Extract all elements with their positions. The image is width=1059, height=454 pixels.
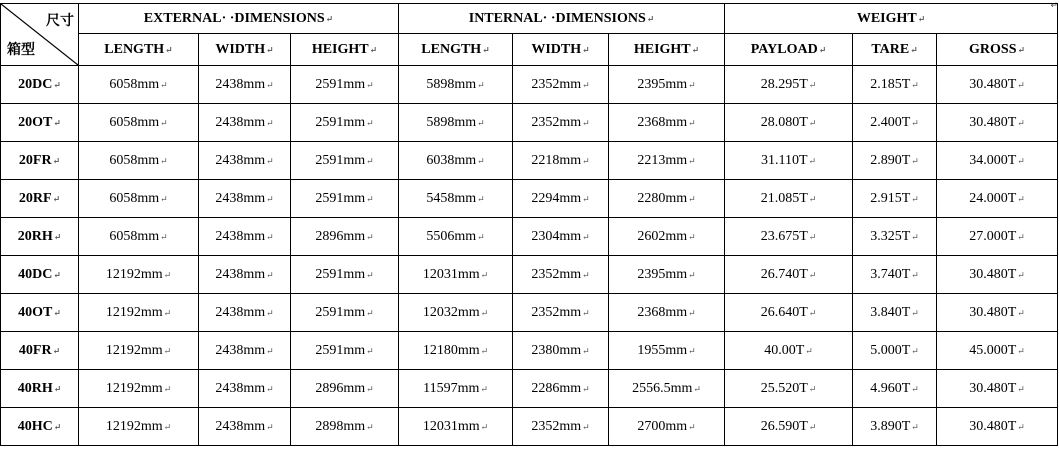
- cell-ext-width: 2438mm ↵: [199, 66, 291, 104]
- cell-int-width: 2304mm ↵: [513, 218, 609, 256]
- cell-ext-width: 2438mm ↵: [199, 104, 291, 142]
- table-row: [1, 66, 1058, 104]
- cell-int-width: 2286mm ↵: [513, 370, 609, 408]
- cell-gross: 30.480T ↵: [937, 408, 1058, 446]
- cell-int-length: 5898mm ↵: [399, 66, 513, 104]
- cell-int-height: 1955mm ↵: [609, 332, 725, 370]
- cell-payload: 26.640T ↵: [725, 294, 853, 332]
- cell-int-length: 12032mm ↵: [399, 294, 513, 332]
- cell-tare: 2.890T ↵: [853, 142, 937, 180]
- cell-tare: 2.400T ↵: [853, 104, 937, 142]
- cell-ext-width: 2438mm ↵: [199, 370, 291, 408]
- group-header-external: EXTERNAL· ·DIMENSIONS ↵: [79, 4, 399, 34]
- col-header-gross: GROSS ↵: [937, 34, 1058, 66]
- cell-type: 20DC ↵: [1, 66, 79, 104]
- corner-label-type: 箱型: [7, 42, 35, 58]
- table-row: [1, 180, 1058, 218]
- cell-tare: 3.740T ↵: [853, 256, 937, 294]
- cell-tare: 5.000T ↵: [853, 332, 937, 370]
- cell-type: 40FR ↵: [1, 332, 79, 370]
- cell-type: 40RH ↵: [1, 370, 79, 408]
- cell-gross: 34.000T ↵: [937, 142, 1058, 180]
- cell-ext-height: 2591mm ↵: [291, 256, 399, 294]
- cell-int-height: 2368mm ↵: [609, 104, 725, 142]
- cell-ext-length: 12192mm ↵: [79, 294, 199, 332]
- table-row: [1, 256, 1058, 294]
- col-header-ext-width: WIDTH ↵: [199, 34, 291, 66]
- cell-payload: 40.00T ↵: [725, 332, 853, 370]
- cell-ext-length: 12192mm ↵: [79, 408, 199, 446]
- header-row-groups: [1, 4, 1058, 34]
- header-row-columns: [1, 34, 1058, 66]
- cell-ext-width: 2438mm ↵: [199, 142, 291, 180]
- cell-payload: 26.590T ↵: [725, 408, 853, 446]
- cell-ext-width: 2438mm ↵: [199, 294, 291, 332]
- cell-ext-height: 2896mm ↵: [291, 370, 399, 408]
- cell-gross: 24.000T ↵: [937, 180, 1058, 218]
- cell-int-height: 2395mm ↵: [609, 66, 725, 104]
- cell-int-width: 2352mm ↵: [513, 294, 609, 332]
- corner-cell: [1, 4, 79, 66]
- col-header-int-length: LENGTH ↵: [399, 34, 513, 66]
- group-header-internal: INTERNAL· ·DIMENSIONS ↵: [399, 4, 725, 34]
- cell-type: 20OT ↵: [1, 104, 79, 142]
- cell-tare: 3.325T ↵: [853, 218, 937, 256]
- cell-payload: 25.520T ↵: [725, 370, 853, 408]
- cell-gross: 30.480T ↵: [937, 104, 1058, 142]
- cell-ext-height: 2591mm ↵: [291, 294, 399, 332]
- cell-type: 40OT ↵: [1, 294, 79, 332]
- cell-int-length: 12180mm ↵: [399, 332, 513, 370]
- cell-payload: 26.740T ↵: [725, 256, 853, 294]
- cell-ext-height: 2896mm ↵: [291, 218, 399, 256]
- cell-ext-height: 2898mm ↵: [291, 408, 399, 446]
- cell-ext-height: 2591mm ↵: [291, 104, 399, 142]
- col-header-int-height: HEIGHT ↵: [609, 34, 725, 66]
- cell-int-width: 2352mm ↵: [513, 256, 609, 294]
- col-header-tare: TARE ↵: [853, 34, 937, 66]
- cell-gross: 30.480T ↵: [937, 294, 1058, 332]
- group-header-weight: WEIGHT ↵: [725, 4, 1058, 34]
- cell-int-height: 2602mm ↵: [609, 218, 725, 256]
- table-row: [1, 142, 1058, 180]
- cell-ext-width: 2438mm ↵: [199, 408, 291, 446]
- cell-payload: 21.085T ↵: [725, 180, 853, 218]
- cell-int-length: 12031mm ↵: [399, 408, 513, 446]
- cell-int-width: 2352mm ↵: [513, 408, 609, 446]
- cell-gross: 27.000T ↵: [937, 218, 1058, 256]
- cell-tare: 3.840T ↵: [853, 294, 937, 332]
- cell-payload: 31.110T ↵: [725, 142, 853, 180]
- cell-type: 40DC ↵: [1, 256, 79, 294]
- col-header-payload: PAYLOAD ↵: [725, 34, 853, 66]
- paragraph-mark-icon: ↵: [1050, 0, 1058, 10]
- cell-int-width: 2218mm ↵: [513, 142, 609, 180]
- col-header-ext-length: LENGTH ↵: [79, 34, 199, 66]
- col-header-int-width: WIDTH ↵: [513, 34, 609, 66]
- cell-type: 20RF ↵: [1, 180, 79, 218]
- cell-ext-length: 6058mm ↵: [79, 66, 199, 104]
- cell-ext-length: 6058mm ↵: [79, 180, 199, 218]
- cell-payload: 28.080T ↵: [725, 104, 853, 142]
- cell-ext-width: 2438mm ↵: [199, 218, 291, 256]
- cell-ext-length: 12192mm ↵: [79, 370, 199, 408]
- table-row: [1, 408, 1058, 446]
- cell-payload: 23.675T ↵: [725, 218, 853, 256]
- cell-int-length: 5898mm ↵: [399, 104, 513, 142]
- cell-ext-height: 2591mm ↵: [291, 142, 399, 180]
- cell-ext-length: 6058mm ↵: [79, 218, 199, 256]
- cell-ext-width: 2438mm ↵: [199, 256, 291, 294]
- cell-ext-length: 12192mm ↵: [79, 256, 199, 294]
- corner-label-size: 尺寸: [46, 13, 74, 29]
- cell-ext-width: 2438mm ↵: [199, 180, 291, 218]
- cell-ext-height: 2591mm ↵: [291, 332, 399, 370]
- cell-type: 20FR ↵: [1, 142, 79, 180]
- cell-gross: 30.480T ↵: [937, 256, 1058, 294]
- cell-gross: 30.480T ↵: [937, 66, 1058, 104]
- cell-tare: 2.915T ↵: [853, 180, 937, 218]
- cell-int-width: 2294mm ↵: [513, 180, 609, 218]
- cell-int-width: 2380mm ↵: [513, 332, 609, 370]
- cell-ext-height: 2591mm ↵: [291, 66, 399, 104]
- col-header-ext-height: HEIGHT ↵: [291, 34, 399, 66]
- cell-int-width: 2352mm ↵: [513, 104, 609, 142]
- cell-ext-length: 12192mm ↵: [79, 332, 199, 370]
- cell-int-height: 2700mm ↵: [609, 408, 725, 446]
- cell-int-height: 2213mm ↵: [609, 142, 725, 180]
- cell-int-width: 2352mm ↵: [513, 66, 609, 104]
- table-row: [1, 332, 1058, 370]
- cell-tare: 2.185T ↵: [853, 66, 937, 104]
- cell-type: 20RH ↵: [1, 218, 79, 256]
- cell-int-length: 11597mm ↵: [399, 370, 513, 408]
- table-row: [1, 294, 1058, 332]
- cell-type: 40HC ↵: [1, 408, 79, 446]
- cell-int-length: 12031mm ↵: [399, 256, 513, 294]
- table-row: [1, 218, 1058, 256]
- cell-gross: 45.000T ↵: [937, 332, 1058, 370]
- cell-tare: 4.960T ↵: [853, 370, 937, 408]
- cell-ext-height: 2591mm ↵: [291, 180, 399, 218]
- cell-ext-length: 6058mm ↵: [79, 104, 199, 142]
- cell-ext-length: 6058mm ↵: [79, 142, 199, 180]
- cell-int-height: 2395mm ↵: [609, 256, 725, 294]
- cell-int-height: 2280mm ↵: [609, 180, 725, 218]
- cell-int-height: 2368mm ↵: [609, 294, 725, 332]
- cell-gross: 30.480T ↵: [937, 370, 1058, 408]
- cell-int-height: 2556.5mm ↵: [609, 370, 725, 408]
- cell-int-length: 5506mm ↵: [399, 218, 513, 256]
- cell-int-length: 5458mm ↵: [399, 180, 513, 218]
- cell-tare: 3.890T ↵: [853, 408, 937, 446]
- container-spec-table: [0, 3, 1058, 446]
- table-row: [1, 370, 1058, 408]
- cell-int-length: 6038mm ↵: [399, 142, 513, 180]
- table-row: [1, 104, 1058, 142]
- cell-ext-width: 2438mm ↵: [199, 332, 291, 370]
- cell-payload: 28.295T ↵: [725, 66, 853, 104]
